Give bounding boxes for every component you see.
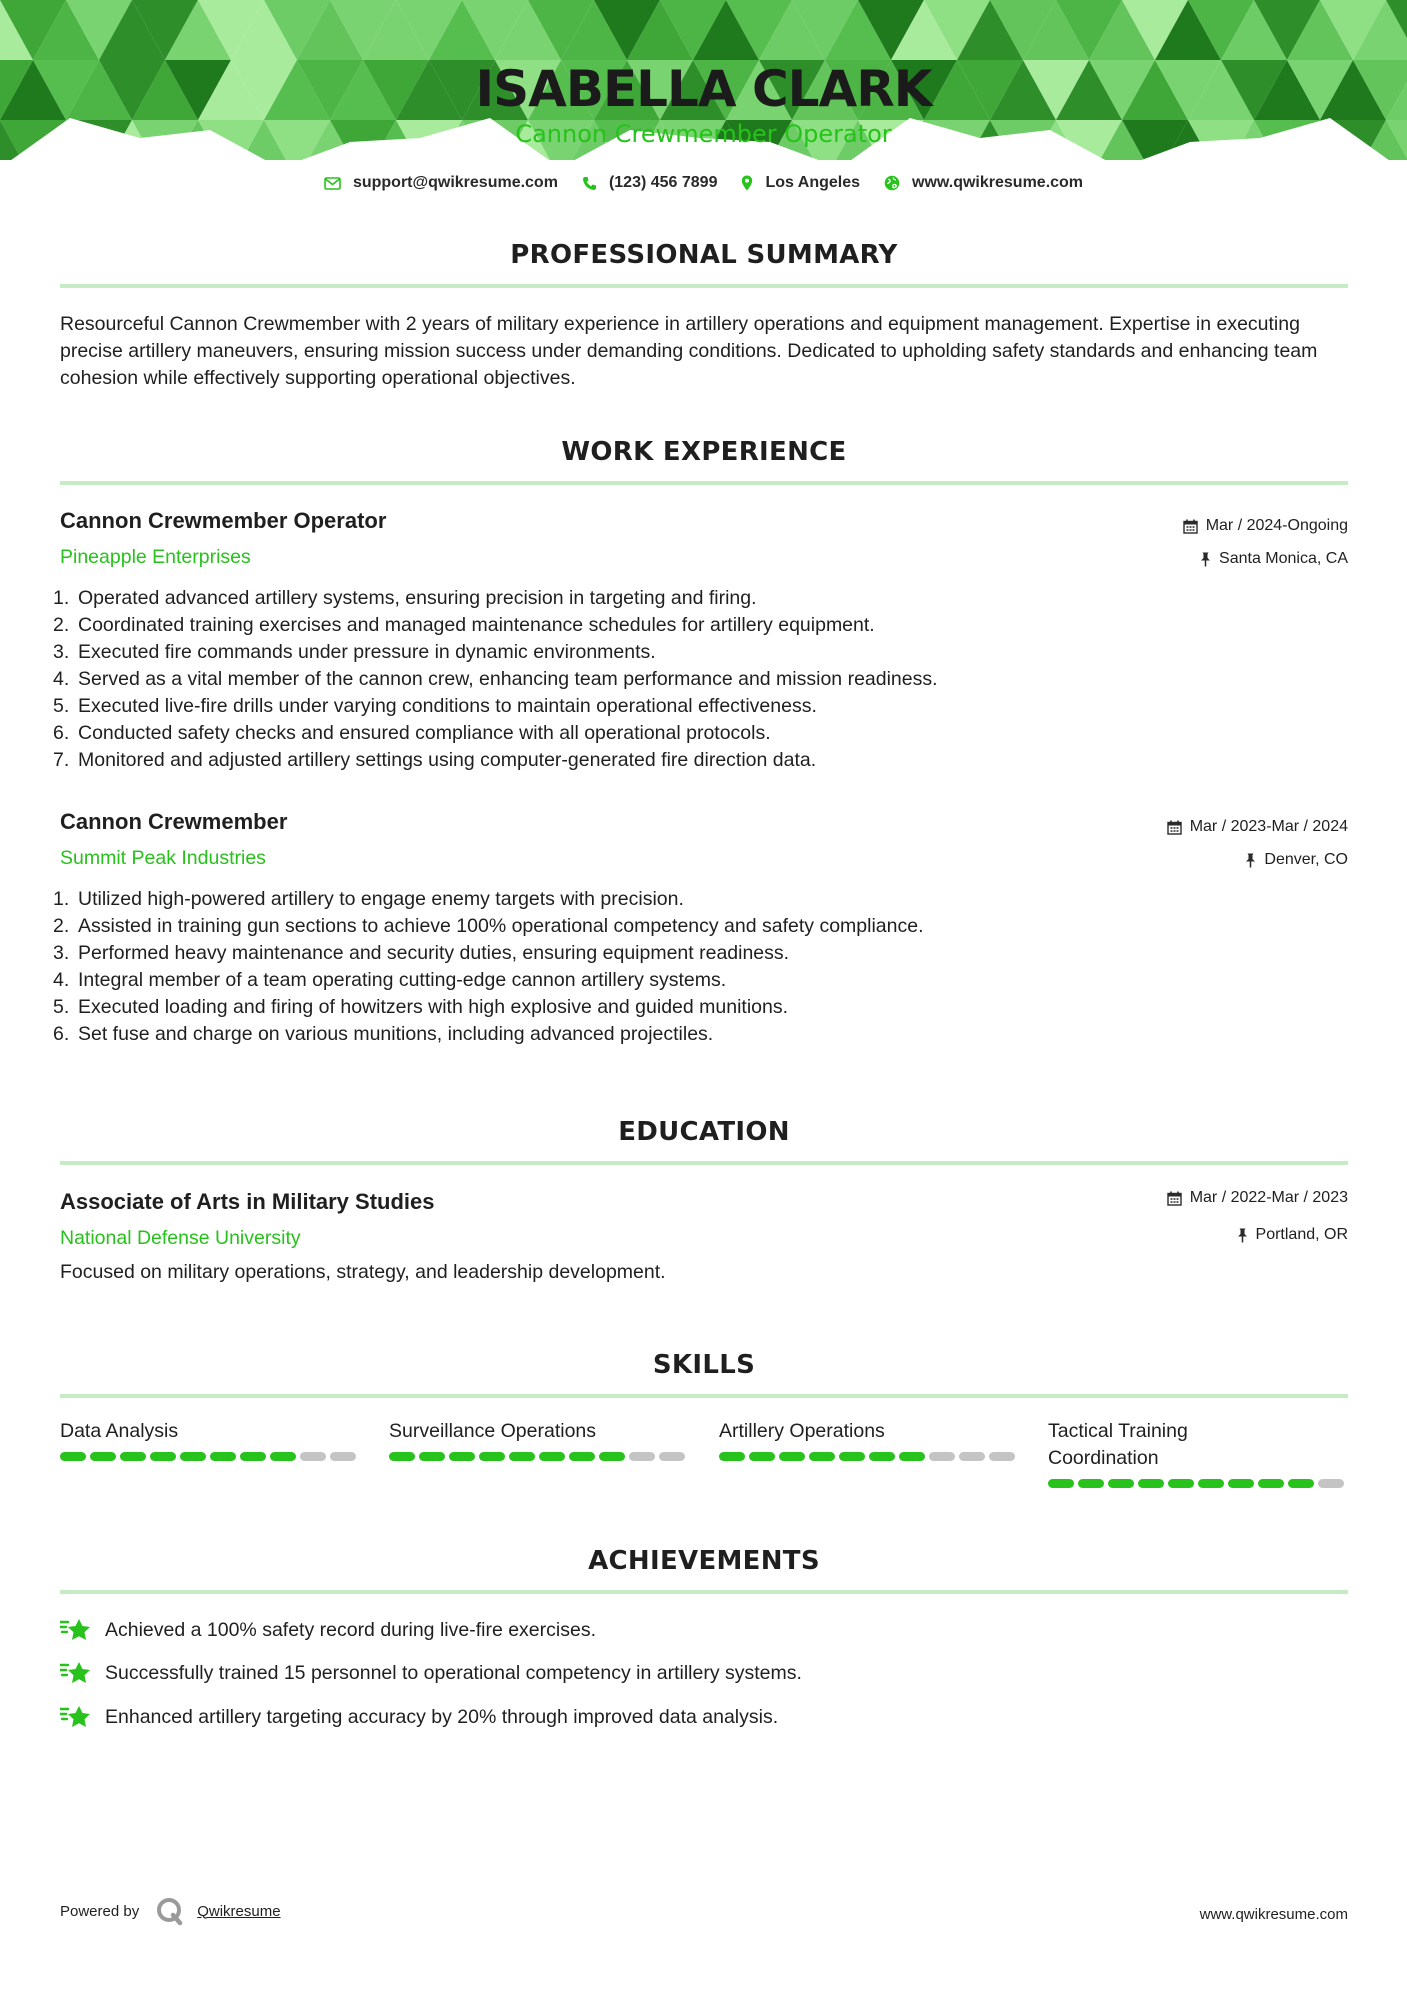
education-description: Focused on military operations, strategy, and leadership development. (60, 1261, 666, 1283)
skill-level-segment (1048, 1479, 1074, 1488)
skill-level-segment (599, 1452, 625, 1461)
skill-level-segment (1138, 1479, 1164, 1488)
skill-level-segment (210, 1452, 236, 1461)
skill-level-segment (419, 1452, 445, 1461)
bullet-text: Coordinated training exercises and managed maintenance schedules for artillery equipment. (78, 614, 875, 636)
contact-bar (0, 174, 1407, 192)
achievement-item (60, 1616, 596, 1644)
pushpin-icon (1200, 552, 1211, 567)
job-location (1200, 550, 1348, 568)
job-bullets (53, 886, 1343, 1048)
calendar-icon (1167, 1191, 1182, 1206)
phone-icon (582, 176, 597, 191)
list-item: 7. Monitored and adjusted artillery settings using computer-generated fire direction data. (53, 747, 1343, 774)
bullet-text: Utilized high-powered artillery to engage enemy targets with precision. (78, 888, 684, 910)
skill-level-bar (60, 1452, 360, 1461)
skill-level-segment (389, 1452, 415, 1461)
job-location (1245, 851, 1348, 869)
skill-level-segment (809, 1452, 835, 1461)
bullet-text: Monitored and adjusted artillery settings using computer-generated fire direction data. (78, 749, 817, 771)
pushpin-icon (1237, 1228, 1248, 1243)
skills-heading: SKILLS (652, 1350, 756, 1380)
calendar-icon (1167, 820, 1182, 835)
achievement-item (60, 1703, 778, 1731)
bullet-text: Performed heavy maintenance and security duties, ensuring equipment readiness. (78, 942, 790, 964)
bullet-text: Executed fire commands under pressure in dynamic environments. (78, 641, 656, 663)
list-item: 6. Conducted safety checks and ensured compliance with all operational protocols. (53, 720, 1343, 747)
contact-phone[interactable] (582, 174, 718, 192)
education-location-text: Portland, OR (1255, 1226, 1348, 1243)
list-item: 1. Operated advanced artillery systems, ensuring precision in targeting and firing. (53, 585, 1343, 612)
skill-name: Data Analysis (60, 1420, 179, 1442)
skill-level-segment (629, 1452, 655, 1461)
skill-level-segment (1168, 1479, 1194, 1488)
bullet-text: Set fuse and charge on various munitions, including advanced projectiles. (78, 1023, 714, 1045)
calendar-icon (1183, 519, 1198, 534)
pushpin-icon (1245, 853, 1256, 868)
job-dates-text: Mar / 2023-Mar / 2024 (1189, 818, 1348, 835)
star-achievement-icon (60, 1659, 92, 1687)
school-name: National Defense University (60, 1227, 301, 1249)
skills-divider (60, 1394, 1348, 1398)
qwikresume-logo-icon (155, 1896, 185, 1926)
experience-divider (60, 481, 1348, 485)
qwikresume-link[interactable]: Qwikresume (197, 1902, 281, 1920)
list-item: 5. Executed loading and firing of howitzers with high explosive and guided munitions. (53, 994, 1343, 1021)
skill-level-segment (1198, 1479, 1224, 1488)
bullet-text: Assisted in training gun sections to achieve 100% operational competency and safety compliance. (78, 915, 924, 937)
list-item: 3. Executed fire commands under pressure in dynamic environments. (53, 639, 1343, 666)
skill-level-segment (120, 1452, 146, 1461)
skill-level-segment (899, 1452, 925, 1461)
education-location (1237, 1226, 1348, 1244)
skill-level-segment (240, 1452, 266, 1461)
summary-text: Resourceful Cannon Crewmember with 2 years of military experience in artillery operations and equipment management. Expertise in executing precise artillery maneuvers, ensuring mission success under demanding conditions. Dedicated to upholding safety standards and enhancing team cohesion while effectively supporting operational objectives. (60, 313, 1318, 389)
list-item: 1. Utilized high-powered artillery to engage enemy targets with precision. (53, 886, 1343, 913)
skill-name: Artillery Operations (719, 1420, 885, 1442)
skill-level-bar (389, 1452, 689, 1461)
skill-level-bar (1048, 1479, 1348, 1488)
candidate-name: ISABELLA CLARK (475, 60, 932, 118)
list-item: 5. Executed live-fire drills under varying conditions to maintain operational effectiveness. (53, 693, 1343, 720)
location-text: Los Angeles (765, 174, 861, 191)
skill-level-segment (659, 1452, 685, 1461)
skill-level-segment (779, 1452, 805, 1461)
skill-level-segment (1258, 1479, 1284, 1488)
location-pin-icon (741, 175, 753, 191)
list-item: 2. Coordinated training exercises and managed maintenance schedules for artillery equipment. (53, 612, 1343, 639)
list-item: 4. Served as a vital member of the cannon crew, enhancing team performance and mission readiness. (53, 666, 1343, 693)
skill-level-segment (959, 1452, 985, 1461)
skill-level-segment (569, 1452, 595, 1461)
powered-by-label: Powered by (60, 1902, 140, 1920)
website-text: www.qwikresume.com (912, 174, 1084, 191)
achievements-divider (60, 1590, 1348, 1594)
experience-heading: WORK EXPERIENCE (561, 437, 847, 467)
achievement-text: Achieved a 100% safety record during live-fire exercises. (105, 1618, 596, 1641)
star-achievement-icon (60, 1703, 92, 1731)
skill-level-segment (509, 1452, 535, 1461)
job-dates (1183, 517, 1348, 535)
job-location-text: Santa Monica, CA (1219, 550, 1348, 567)
globe-icon (884, 175, 900, 191)
job-dates-text: Mar / 2024-Ongoing (1205, 517, 1348, 534)
skill-level-segment (1228, 1479, 1254, 1488)
skill-level-segment (90, 1452, 116, 1461)
education-divider (60, 1161, 1348, 1165)
achievements-heading: ACHIEVEMENTS (588, 1546, 820, 1576)
skill-level-segment (1108, 1479, 1134, 1488)
skill-item (719, 1418, 1019, 1461)
summary-heading: PROFESSIONAL SUMMARY (510, 240, 898, 270)
job-bullets (53, 585, 1343, 774)
skill-level-segment (1288, 1479, 1314, 1488)
job-location-text: Denver, CO (1264, 851, 1348, 868)
summary-divider (60, 284, 1348, 288)
list-item: 2. Assisted in training gun sections to achieve 100% operational competency and safety compliance. (53, 913, 1343, 940)
skill-level-segment (449, 1452, 475, 1461)
footer-powered-by (60, 1896, 281, 1926)
skill-item (60, 1418, 360, 1461)
bullet-text: Operated advanced artillery systems, ensuring precision in targeting and firing. (78, 587, 757, 609)
skill-level-segment (180, 1452, 206, 1461)
candidate-job-title: Cannon Crewmember Operator (515, 120, 892, 148)
achievement-text: Enhanced artillery targeting accuracy by 20% through improved data analysis. (105, 1705, 779, 1728)
skill-level-segment (60, 1452, 86, 1461)
phone-text: (123) 456 7899 (608, 174, 718, 191)
email-text: support@qwikresume.com (352, 174, 558, 191)
skill-level-segment (929, 1452, 955, 1461)
skill-level-segment (539, 1452, 565, 1461)
email-icon (324, 177, 341, 190)
bullet-text: Executed live-fire drills under varying conditions to maintain operational effectiveness. (78, 695, 817, 717)
job-company: Pineapple Enterprises (60, 546, 251, 568)
bullet-text: Conducted safety checks and ensured compliance with all operational protocols. (78, 722, 771, 744)
job-title: Cannon Crewmember Operator (60, 508, 387, 533)
skill-level-segment (270, 1452, 296, 1461)
skill-level-segment (749, 1452, 775, 1461)
skill-item (389, 1418, 689, 1461)
list-item: 6. Set fuse and charge on various munitions, including advanced projectiles. (53, 1021, 1343, 1048)
education-heading: EDUCATION (618, 1117, 790, 1147)
contact-email[interactable] (324, 174, 558, 192)
skill-level-segment (330, 1452, 356, 1461)
skill-level-segment (1078, 1479, 1104, 1488)
skill-level-segment (839, 1452, 865, 1461)
skill-level-segment (719, 1452, 745, 1461)
skill-name: Tactical Training Coordination (1048, 1420, 1188, 1469)
bullet-text: Integral member of a team operating cutting-edge cannon artillery systems. (78, 969, 727, 991)
skill-name: Surveillance Operations (389, 1420, 597, 1442)
skill-level-segment (300, 1452, 326, 1461)
list-item: 3. Performed heavy maintenance and security duties, ensuring equipment readiness. (53, 940, 1343, 967)
achievement-text: Successfully trained 15 personnel to operational competency in artillery systems. (105, 1661, 802, 1684)
bullet-text: Executed loading and firing of howitzers with high explosive and guided munitions. (78, 996, 789, 1018)
degree-title: Associate of Arts in Military Studies (60, 1189, 435, 1214)
list-item: 4. Integral member of a team operating cutting-edge cannon artillery systems. (53, 967, 1343, 994)
skill-level-segment (479, 1452, 505, 1461)
skill-level-bar (719, 1452, 1019, 1461)
job-title: Cannon Crewmember (60, 809, 288, 834)
achievement-item (60, 1659, 802, 1687)
skill-item (1048, 1418, 1348, 1488)
footer-website[interactable]: www.qwikresume.com (1199, 1906, 1348, 1923)
education-dates (1167, 1189, 1348, 1207)
star-achievement-icon (60, 1616, 92, 1644)
job-dates (1167, 818, 1348, 836)
contact-website[interactable] (884, 174, 1083, 192)
skill-level-segment (869, 1452, 895, 1461)
bullet-text: Served as a vital member of the cannon crew, enhancing team performance and mission readiness. (78, 668, 938, 690)
contact-location (741, 174, 860, 192)
skill-level-segment (1318, 1479, 1344, 1488)
education-dates-text: Mar / 2022-Mar / 2023 (1189, 1189, 1348, 1206)
skill-level-segment (989, 1452, 1015, 1461)
job-company: Summit Peak Industries (60, 847, 266, 869)
skill-level-segment (150, 1452, 176, 1461)
